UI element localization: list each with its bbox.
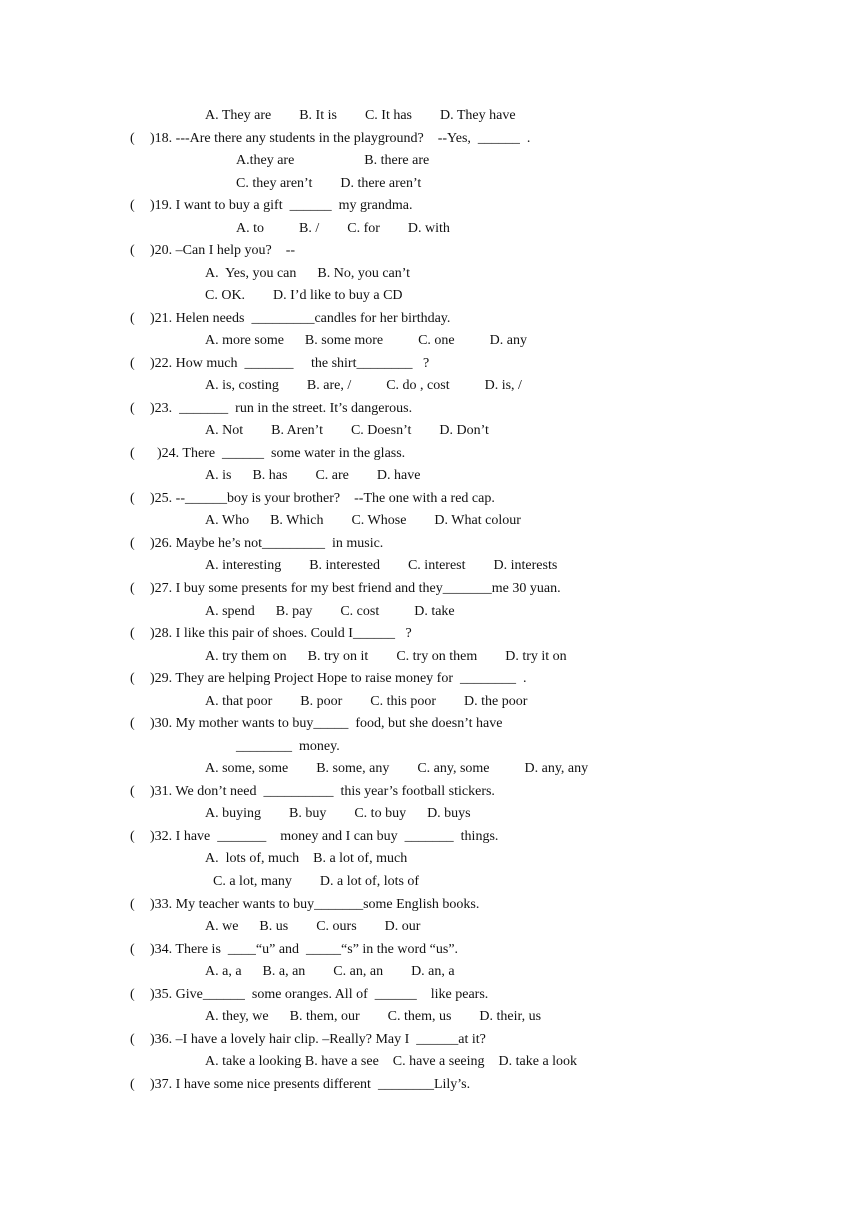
option-text: A. more some B. some more C. one D. any xyxy=(205,333,527,348)
option-text: C. a lot, many D. a lot of, lots of xyxy=(213,874,420,889)
answer-paren: ( xyxy=(130,581,135,596)
question-line xyxy=(0,715,860,733)
option-line xyxy=(0,175,860,193)
question-text: )23. _______ run in the street. It’s dangerous. xyxy=(150,401,413,416)
option-text: A. buying B. buy C. to buy D. buys xyxy=(205,806,471,821)
question-text: )28. I like this pair of shoes. Could I______ ? xyxy=(150,626,412,641)
question-text: )25. --______boy is your brother? --The one with a red cap. xyxy=(150,491,495,506)
question-text: )24. There ______ some water in the glass. xyxy=(150,446,406,461)
question-text: )36. –I have a lovely hair clip. –Really? May I ______at it? xyxy=(150,1032,486,1047)
question-text: )26. Maybe he’s not_________ in music. xyxy=(150,536,384,551)
answer-paren: ( xyxy=(130,491,135,506)
option-text: ________ money. xyxy=(236,739,340,754)
answer-paren: ( xyxy=(130,716,135,731)
option-text: A. we B. us C. ours D. our xyxy=(205,919,421,934)
question-line xyxy=(0,1076,860,1094)
option-line xyxy=(0,332,860,350)
option-text: C. OK. D. I’d like to buy a CD xyxy=(205,288,403,303)
question-text: )19. I want to buy a gift ______ my grandma. xyxy=(150,198,413,213)
question-line xyxy=(0,535,860,553)
option-text: A. to B. / C. for D. with xyxy=(236,221,450,236)
question-line xyxy=(0,310,860,328)
answer-paren: ( xyxy=(130,536,135,551)
option-text: A. Not B. Aren’t C. Doesn’t D. Don’t xyxy=(205,423,489,438)
option-text: A. lots of, much B. a lot of, much xyxy=(205,851,408,866)
question-text: )35. Give______ some oranges. All of ______ like pears. xyxy=(150,987,489,1002)
question-line xyxy=(0,941,860,959)
answer-paren: ( xyxy=(130,942,135,957)
option-line xyxy=(0,107,860,125)
option-line xyxy=(0,467,860,485)
question-line xyxy=(0,670,860,688)
question-text: )31. We don’t need __________ this year’s football stickers. xyxy=(150,784,495,799)
option-text: A. Who B. Which C. Whose D. What colour xyxy=(205,513,521,528)
option-text: A. interesting B. interested C. interest D. interests xyxy=(205,558,558,573)
answer-paren: ( xyxy=(130,243,135,258)
option-line xyxy=(0,265,860,283)
option-line xyxy=(0,1008,860,1026)
question-line xyxy=(0,783,860,801)
option-line xyxy=(0,422,860,440)
option-text: A. that poor B. poor C. this poor D. the poor xyxy=(205,694,528,709)
option-line xyxy=(0,152,860,170)
question-text: )37. I have some nice presents different ________Lily’s. xyxy=(150,1077,471,1092)
option-text: A. some, some B. some, any C. any, some D. any, any xyxy=(205,761,589,776)
option-line xyxy=(0,220,860,238)
question-line xyxy=(0,355,860,373)
option-line xyxy=(0,693,860,711)
answer-paren: ( xyxy=(130,131,135,146)
option-line xyxy=(0,648,860,666)
option-line xyxy=(0,760,860,778)
answer-paren: ( xyxy=(130,1077,135,1092)
question-text: )20. –Can I help you? -- xyxy=(150,243,296,258)
option-line xyxy=(0,963,860,981)
question-line xyxy=(0,986,860,1004)
question-text: )32. I have _______ money and I can buy _______ things. xyxy=(150,829,499,844)
question-line xyxy=(0,580,860,598)
option-line xyxy=(0,557,860,575)
option-text: A. is, costing B. are, / C. do , cost D. is, / xyxy=(205,378,522,393)
question-line xyxy=(0,130,860,148)
option-text: A. They are B. It is C. It has D. They have xyxy=(205,108,516,123)
answer-paren: ( xyxy=(130,626,135,641)
question-text: )29. They are helping Project Hope to raise money for ________ . xyxy=(150,671,527,686)
question-line xyxy=(0,625,860,643)
option-line xyxy=(0,377,860,395)
question-line xyxy=(0,490,860,508)
question-line xyxy=(0,445,860,463)
option-line xyxy=(0,1053,860,1071)
option-line xyxy=(0,603,860,621)
question-text: )22. How much _______ the shirt________ ? xyxy=(150,356,430,371)
question-text: )27. I buy some presents for my best friend and they_______me 30 yuan. xyxy=(150,581,561,596)
option-line xyxy=(0,287,860,305)
answer-paren: ( xyxy=(130,671,135,686)
option-text: A.they are B. there are xyxy=(236,153,430,168)
answer-paren: ( xyxy=(130,829,135,844)
question-line xyxy=(0,896,860,914)
question-text: )34. There is ____“u” and _____“s” in the word “us”. xyxy=(150,942,459,957)
option-text: C. they aren’t D. there aren’t xyxy=(236,176,422,191)
question-line xyxy=(0,400,860,418)
option-text: A. try them on B. try on it C. try on them D. try it on xyxy=(205,649,567,664)
question-line xyxy=(0,242,860,260)
answer-paren: ( xyxy=(130,897,135,912)
option-line xyxy=(0,918,860,936)
answer-paren: ( xyxy=(130,1032,135,1047)
option-text: A. spend B. pay C. cost D. take xyxy=(205,604,455,619)
question-text: )18. ---Are there any students in the playground? --Yes, ______ . xyxy=(150,131,531,146)
option-text: A. a, a B. a, an C. an, an D. an, a xyxy=(205,964,455,979)
answer-paren: ( xyxy=(130,356,135,371)
answer-paren: ( xyxy=(130,446,135,461)
answer-paren: ( xyxy=(130,311,135,326)
answer-paren: ( xyxy=(130,401,135,416)
question-text: )33. My teacher wants to buy_______some English books. xyxy=(150,897,480,912)
option-text: A. they, we B. them, our C. them, us D. their, us xyxy=(205,1009,542,1024)
option-line xyxy=(0,850,860,868)
answer-paren: ( xyxy=(130,198,135,213)
question-line xyxy=(0,197,860,215)
question-line xyxy=(0,1031,860,1049)
option-text: A. take a looking B. have a see C. have a seeing D. take a look xyxy=(205,1054,578,1069)
option-text: A. is B. has C. are D. have xyxy=(205,468,421,483)
option-text: A. Yes, you can B. No, you can’t xyxy=(205,266,411,281)
answer-paren: ( xyxy=(130,987,135,1002)
option-line xyxy=(0,512,860,530)
answer-paren: ( xyxy=(130,784,135,799)
question-text: )30. My mother wants to buy_____ food, but she doesn’t have xyxy=(150,716,503,731)
option-line xyxy=(0,738,860,756)
question-line xyxy=(0,828,860,846)
option-line xyxy=(0,805,860,823)
option-line xyxy=(0,873,860,891)
question-text: )21. Helen needs _________candles for her birthday. xyxy=(150,311,451,326)
